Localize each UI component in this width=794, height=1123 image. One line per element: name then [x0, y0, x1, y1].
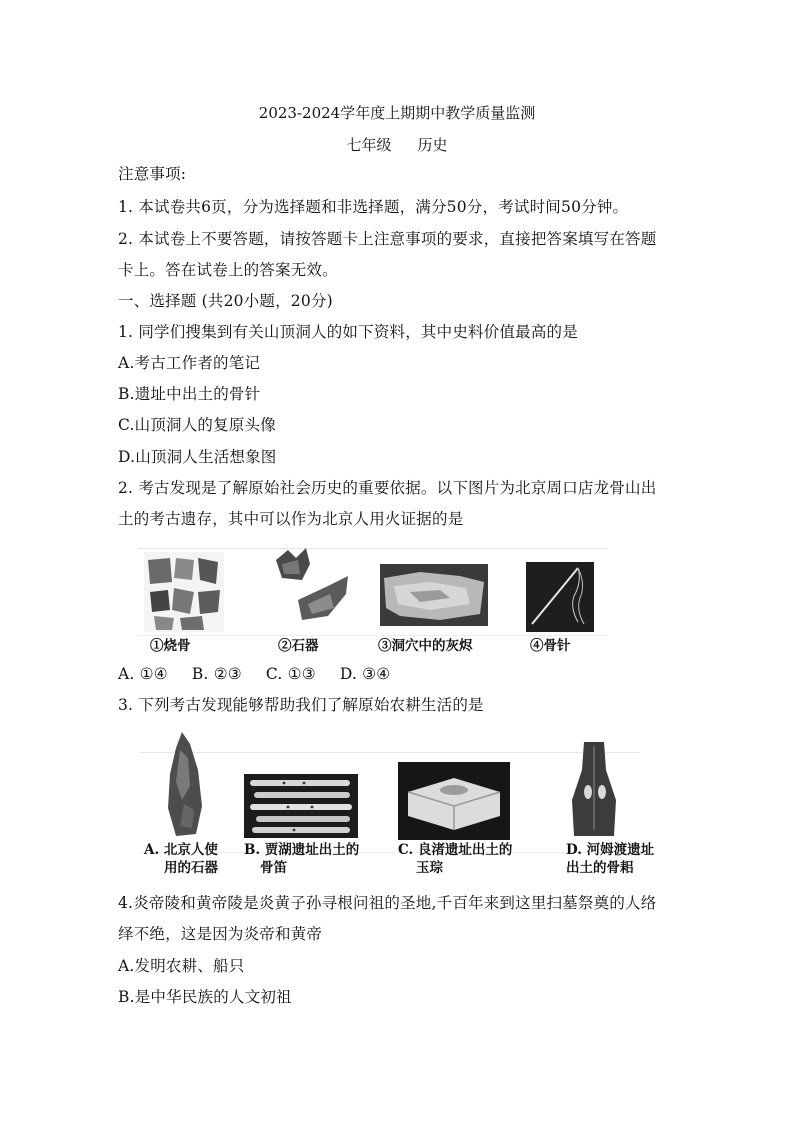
- burnt-bones-image: [144, 552, 224, 632]
- q2-caption-3: ③洞穴中的灰烬: [378, 638, 473, 654]
- q3-caption-c-line1: C. 良渚遗址出土的: [398, 842, 513, 858]
- jiahu-bone-flute-image: [244, 774, 358, 838]
- q3-figure: [140, 724, 655, 880]
- notice-item-2-line2: 卡上。答在试卷上的答案无效。: [118, 261, 338, 279]
- q2-caption-1: ①烧骨: [150, 638, 191, 654]
- q2-figure: [128, 540, 628, 658]
- q1-option-d: D.山顶洞人生活想象图: [118, 448, 277, 466]
- q4-stem-line1: 4.炎帝陵和黄帝陵是炎黄子孙寻根问祖的圣地,千百年来到这里扫墓祭奠的人络: [118, 894, 657, 912]
- q3-caption-a-line1: A. 北京人使: [144, 842, 218, 858]
- grade-label: 七年级: [346, 136, 392, 154]
- q3-caption-c-line2: 玉琮: [416, 860, 443, 876]
- q1-option-c: C.山顶洞人的复原头像: [118, 416, 276, 434]
- exam-subtitle: [0, 134, 794, 155]
- exam-title: 2023-2024学年度上期期中教学质量监测: [258, 104, 536, 122]
- liangzhu-jade-cong-image: [398, 762, 510, 840]
- q3-caption-d-line1: D. 河姆渡遗址: [566, 842, 655, 858]
- subject-label: 历史: [417, 136, 448, 154]
- q2-option-c: C. ①③: [265, 665, 316, 683]
- q2-options: [118, 664, 390, 684]
- q3-caption-b-line2: 骨笛: [260, 860, 287, 876]
- hemudu-bone-spade-image: [564, 740, 624, 840]
- q1-option-b: B.遗址中出土的骨针: [118, 385, 261, 403]
- section-heading: 一、选择题 (共20小题，20分): [118, 292, 333, 310]
- bone-needle-image: [526, 562, 594, 632]
- q2-stem-line1: 2. 考古发现是了解原始社会历史的重要依据。以下图片为北京周口店龙骨山出: [118, 479, 657, 497]
- q1-stem: 1. 同学们搜集到有关山顶洞人的如下资料，其中史料价值最高的是: [118, 323, 578, 341]
- q2-caption-2: ②石器: [278, 638, 319, 654]
- q3-caption-a-line2: 用的石器: [164, 860, 218, 876]
- cave-ashes-image: [380, 564, 488, 626]
- notice-heading: 注意事项:: [118, 165, 187, 183]
- q4-option-b: B.是中华民族的人文初祖: [118, 988, 292, 1006]
- q3-caption-b-line1: B. 贾湖遗址出土的: [244, 842, 360, 858]
- q2-stem-line2: 土的考古遗存，其中可以作为北京人用火证据的是: [118, 510, 464, 528]
- q4-option-a: A.发明农耕、船只: [118, 957, 245, 975]
- q2-caption-4: ④骨针: [530, 638, 571, 654]
- notice-item-2-line1: 2. 本试卷上不要答题，请按答题卡上注意事项的要求，直接把答案填写在答题: [118, 230, 657, 248]
- stone-tools-image: [268, 546, 354, 636]
- peking-man-stone-tool-image: [164, 730, 206, 838]
- q1-option-a: A.考古工作者的笔记: [118, 354, 261, 372]
- q2-option-d: D. ③④: [339, 665, 391, 683]
- q3-stem: 3. 下列考古发现能够帮助我们了解原始农耕生活的是: [118, 696, 484, 714]
- q2-option-b: B. ②③: [191, 665, 242, 683]
- q3-caption-d-line2: 出土的骨耜: [566, 860, 634, 876]
- q2-option-a: A. ①④: [118, 665, 168, 683]
- notice-item-1: 1. 本试卷共6页，分为选择题和非选择题，满分50分，考试时间50分钟。: [118, 198, 629, 216]
- q4-stem-line2: 绎不绝，这是因为炎帝和黄帝: [118, 925, 323, 943]
